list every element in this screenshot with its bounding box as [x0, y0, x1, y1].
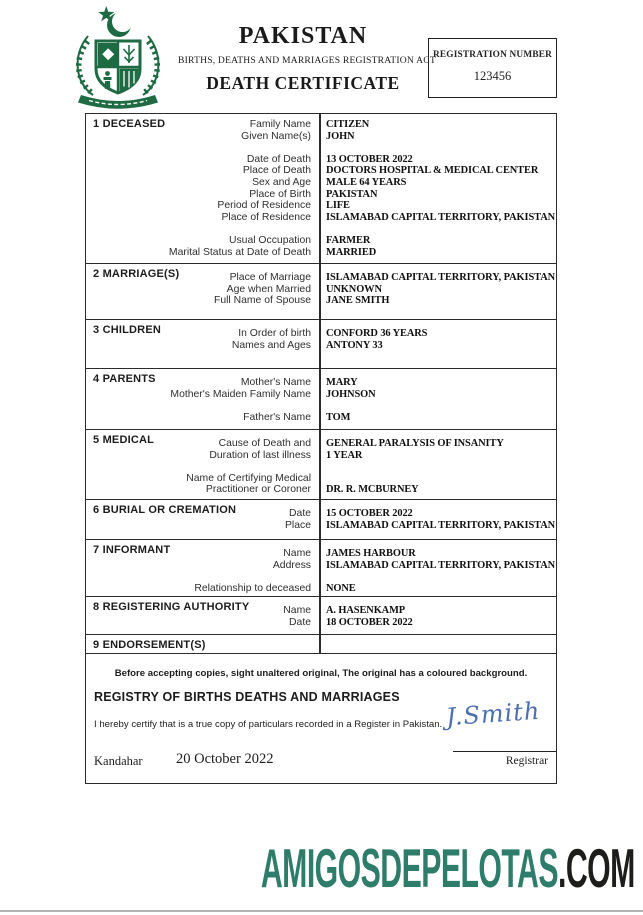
field-value: LIFE: [326, 200, 350, 212]
registrar-label: Registrar: [505, 755, 548, 767]
section-6-burial-or-cremation: [86, 500, 556, 540]
field-label: Mother's Maiden Family Name: [170, 388, 311, 400]
field-row: [86, 617, 556, 629]
section-title: 4 PARENTS: [93, 373, 156, 385]
field-label: Marital Status at Date of Death: [168, 246, 311, 258]
field-row: [86, 247, 556, 259]
field-label: Name: [283, 605, 311, 616]
field-value: JOHNSON: [326, 388, 376, 400]
field-value: CONFORD 36 YEARS: [326, 328, 428, 339]
field-value: 1 YEAR: [326, 449, 363, 461]
field-row: [86, 154, 556, 166]
field-value: JOHN: [326, 130, 355, 142]
field-row: [86, 560, 556, 572]
document-header: [178, 23, 436, 94]
field-row: [86, 583, 556, 595]
field-value: [319, 223, 556, 235]
field-row: [86, 284, 556, 296]
field-value: [319, 142, 556, 154]
section-title: 7 INFORMANT: [93, 544, 171, 556]
field-row: [86, 377, 556, 389]
field-label: Mother's Name: [240, 377, 311, 388]
section-3-children: [86, 320, 556, 369]
field-label: Practitioner or Coroner: [205, 484, 311, 496]
field-label: Cause of Death and: [218, 438, 311, 449]
section-title: 5 MEDICAL: [93, 434, 155, 446]
field-row: [86, 223, 556, 235]
field-label: Father's Name: [243, 411, 311, 423]
copy-notice: Before accepting copies, sight unaltered original, The original has a coloured background.: [114, 668, 528, 679]
field-value: FARMER: [326, 234, 371, 246]
field-label: Given Name(s): [241, 130, 311, 142]
field-row: [86, 438, 556, 450]
field-label: Place of Residence: [221, 211, 311, 223]
issue-place: Kandahar: [94, 754, 143, 768]
field-value: GENERAL PARALYSIS OF INSANITY: [326, 438, 504, 449]
field-row: [86, 461, 556, 473]
field-row: [86, 142, 556, 154]
registrar-signature: J.Smith: [444, 696, 541, 732]
field-value: 15 OCTOBER 2022: [326, 508, 413, 519]
field-row: [86, 177, 556, 189]
field-label: Date: [289, 616, 311, 628]
field-row: [86, 200, 556, 212]
field-value: DOCTORS HOSPITAL & MEDICAL CENTER: [326, 165, 539, 177]
field-value: ISLAMABAD CAPITAL TERRITORY, PAKISTAN: [326, 272, 555, 283]
field-label: [86, 142, 319, 154]
section-1-deceased: [86, 114, 556, 264]
field-label: Date: [289, 508, 311, 519]
signature-line: [453, 751, 556, 752]
field-label: Place of Marriage: [229, 272, 311, 283]
watermark-brand: AMIGOSDEPELOTAS: [261, 837, 559, 899]
field-value: [319, 473, 556, 485]
field-label: Names and Ages: [231, 339, 311, 351]
field-row: [86, 212, 556, 224]
field-row: [86, 189, 556, 201]
section-title: 2 MARRIAGE(S): [93, 268, 180, 280]
field-value: MALE 64 YEARS: [326, 176, 407, 188]
field-value: MARY: [326, 377, 358, 388]
field-value: [319, 400, 556, 412]
field-value: UNKNOWN: [326, 283, 382, 295]
field-row: [86, 389, 556, 401]
field-value: CITIZEN: [326, 119, 370, 130]
field-label: [86, 400, 319, 412]
field-label: Full Name of Spouse: [213, 295, 311, 307]
field-row: [86, 571, 556, 583]
country-title: PAKISTAN: [238, 23, 368, 49]
field-label: Usual Occupation: [228, 234, 311, 246]
field-label: Place of Birth: [249, 188, 311, 200]
field-label: [86, 223, 319, 235]
bottom-divider: [0, 910, 643, 912]
registration-number-box: [428, 38, 557, 98]
watermark: [261, 837, 635, 899]
field-value: [319, 571, 556, 583]
field-value: 18 OCTOBER 2022: [326, 616, 413, 628]
section-8-registering-authority: [86, 597, 556, 635]
certify-statement: I hereby certify that is a true copy of particulars recorded in a Register in Pakistan.: [94, 719, 443, 730]
field-row: [86, 340, 556, 352]
certificate-sections: [86, 114, 556, 654]
issue-date: 20 October 2022: [176, 751, 274, 767]
field-label: Family Name: [249, 119, 311, 130]
field-row: [86, 400, 556, 412]
field-row: [86, 131, 556, 143]
certification-block: [86, 654, 556, 783]
registration-number-label: REGISTRATION NUMBER: [432, 50, 553, 60]
field-value: ISLAMABAD CAPITAL TERRITORY, PAKISTAN: [326, 211, 555, 223]
field-label: Age when Married: [226, 283, 311, 295]
field-label: Sex and Age: [252, 176, 311, 188]
field-row: [86, 450, 556, 462]
field-label: Place: [285, 519, 311, 531]
watermark-tld: .COM: [558, 837, 635, 899]
field-row: [86, 520, 556, 532]
section-7-informant: [86, 540, 556, 597]
field-label: Relationship to deceased: [194, 582, 311, 594]
registry-heading: REGISTRY OF BIRTHS DEATHS AND MARRIAGES: [94, 690, 400, 704]
field-label: Name of Certifying Medical: [186, 472, 311, 484]
field-label: Address: [272, 559, 311, 571]
field-value: DR. R. MCBURNEY: [326, 484, 419, 496]
field-value: A. HASENKAMP: [326, 605, 406, 616]
section-4-parents: [86, 369, 556, 430]
pakistan-emblem-icon: [63, 5, 173, 109]
registration-act: BIRTHS, DEATHS AND MARRIAGES REGISTRATION ACT: [178, 55, 436, 66]
field-value: JAMES HARBOUR: [326, 548, 416, 559]
field-row: [86, 412, 556, 424]
section-9-endorsement-s: [86, 635, 556, 654]
field-value: 13 OCTOBER 2022: [326, 153, 413, 165]
field-row: [86, 473, 556, 485]
field-label: Period of Residence: [217, 200, 311, 212]
field-value: MARRIED: [326, 246, 377, 258]
field-label: Date of Death: [246, 153, 311, 165]
field-label: Name: [283, 548, 311, 559]
field-value: ISLAMABAD CAPITAL TERRITORY, PAKISTAN: [326, 559, 555, 571]
field-value: ISLAMABAD CAPITAL TERRITORY, PAKISTAN: [326, 519, 555, 531]
field-value: JANE SMITH: [326, 295, 390, 307]
field-value: TOM: [326, 411, 351, 423]
field-label: Place of Death: [242, 165, 311, 177]
field-row: [86, 235, 556, 247]
registration-number-value: 123456: [473, 69, 512, 83]
field-value: [319, 461, 556, 473]
field-value: PAKISTAN: [326, 188, 378, 200]
field-value: ANTONY 33: [326, 339, 383, 351]
field-label: In Order of birth: [238, 328, 311, 339]
section-title: 1 DECEASED: [93, 118, 166, 130]
field-value: NONE: [326, 582, 356, 594]
section-title: 6 BURIAL OR CREMATION: [93, 504, 237, 516]
certificate-table: [85, 113, 557, 784]
section-title: 3 CHILDREN: [93, 324, 162, 336]
field-row: [86, 484, 556, 496]
field-label: Duration of last illness: [209, 449, 311, 461]
section-title: 9 ENDORSEMENT(S): [93, 639, 206, 651]
field-label: [86, 571, 319, 583]
document-title: DEATH CERTIFICATE: [206, 73, 400, 93]
section-title: 8 REGISTERING AUTHORITY: [93, 601, 250, 613]
section-5-medical: [86, 430, 556, 500]
field-label: [86, 461, 319, 473]
section-2-marriage-s: [86, 264, 556, 320]
field-row: [86, 295, 556, 307]
field-row: [86, 165, 556, 177]
